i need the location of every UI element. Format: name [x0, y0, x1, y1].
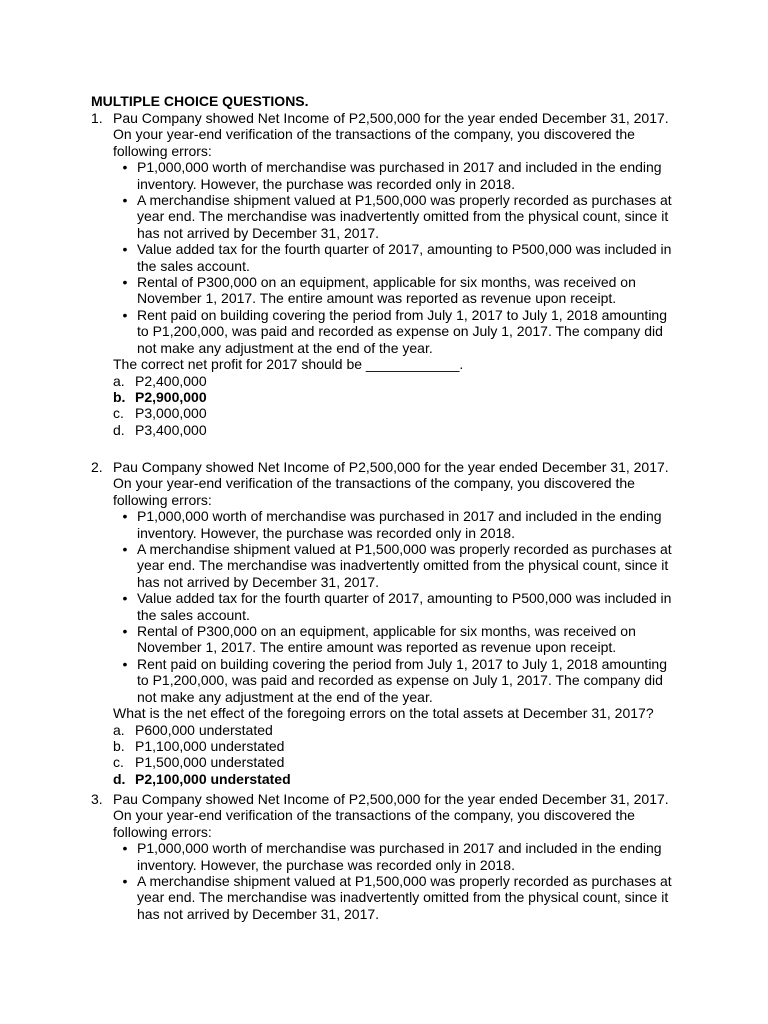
question-3	[91, 791, 691, 922]
question-stem: Pau Company showed Net Income of P2,500,000 for the year ended December 31, 2017. On your year-end verification of the transactions of the company, you discovered the following errors:	[113, 791, 669, 840]
error-item: • Rent paid on building covering the period from July 1, 2017 to July 1, 2018 amounting to P1,200,000, was paid and recorded as expense on July 1, 2017. The company did not make any adjustment at the end of the year.	[113, 656, 673, 705]
bullet-icon: •	[122, 508, 128, 525]
error-item: • A merchandise shipment valued at P1,500,000 was properly recorded as purchases at year end. The merchandise was inadvertently omitted from the physical count, since it has not arrived by December 31, 2017.	[113, 541, 673, 590]
bullet-icon: •	[122, 655, 128, 672]
error-list	[113, 508, 673, 705]
question-1	[91, 110, 691, 438]
error-item: • Rental of P300,000 on an equipment, applicable for six months, was received on November 1, 2017. The entire amount was reported as revenue upon receipt.	[113, 274, 673, 307]
error-item: • P1,000,000 worth of merchandise was purchased in 2017 and included in the ending inventory. However, the purchase was recorded only in 2018.	[113, 840, 673, 873]
error-list	[113, 159, 673, 356]
error-list	[113, 840, 673, 922]
error-item: • Value added tax for the fourth quarter of 2017, amounting to P500,000 was included in the sales account.	[113, 241, 673, 274]
option-list	[113, 373, 673, 439]
page-heading: MULTIPLE CHOICE QUESTIONS.	[91, 93, 309, 109]
bullet-icon: •	[122, 159, 128, 176]
error-item: • A merchandise shipment valued at P1,500,000 was properly recorded as purchases at year end. The merchandise was inadvertently omitted from the physical count, since it has not arrived by December 31, 2017.	[113, 873, 673, 922]
error-item: • Value added tax for the fourth quarter of 2017, amounting to P500,000 was included in the sales account.	[113, 590, 673, 623]
option-c: c. P1,500,000 understated	[113, 754, 285, 771]
option-d: d. P3,400,000	[113, 421, 207, 438]
question-number: 1.	[91, 110, 103, 126]
bullet-icon: •	[122, 306, 128, 323]
bullet-icon: •	[122, 541, 128, 558]
error-item: • Rental of P300,000 on an equipment, applicable for six months, was received on November 1, 2017. The entire amount was reported as revenue upon receipt.	[113, 623, 673, 656]
error-item: • A merchandise shipment valued at P1,500,000 was properly recorded as purchases at year end. The merchandise was inadvertently omitted from the physical count, since it has not arrived by December 31, 2017.	[113, 192, 673, 241]
option-a: a. P600,000 understated	[113, 721, 273, 738]
bullet-icon: •	[122, 623, 128, 640]
option-list	[113, 722, 673, 788]
question-number: 2.	[91, 459, 103, 475]
question-2	[91, 459, 691, 787]
option-b: b. P1,100,000 understated	[113, 737, 285, 754]
error-item: • Rent paid on building covering the period from July 1, 2017 to July 1, 2018 amounting to P1,200,000, was paid and recorded as expense on July 1, 2017. The company did not make any adjustment at the end of the year.	[113, 307, 673, 356]
question-stem: Pau Company showed Net Income of P2,500,000 for the year ended December 31, 2017. On your year-end verification of the transactions of the company, you discovered the following errors:	[113, 459, 669, 508]
bullet-icon: •	[122, 241, 128, 258]
question-number: 3.	[91, 791, 103, 807]
bullet-icon: •	[122, 274, 128, 291]
option-a: a. P2,400,000	[113, 372, 207, 389]
question-stem: Pau Company showed Net Income of P2,500,000 for the year ended December 31, 2017. On your year-end verification of the transactions of the company, you discovered the following errors:	[113, 110, 669, 159]
question-prompt: The correct net profit for 2017 should be ____________.	[113, 356, 464, 373]
bullet-icon: •	[122, 873, 128, 890]
error-item: • P1,000,000 worth of merchandise was purchased in 2017 and included in the ending inventory. However, the purchase was recorded only in 2018.	[113, 508, 673, 541]
bullet-icon: •	[122, 840, 128, 857]
bullet-icon: •	[122, 590, 128, 607]
option-c: c. P3,000,000	[113, 405, 207, 422]
bullet-icon: •	[122, 192, 128, 209]
question-prompt: What is the net effect of the foregoing errors on the total assets at December 31, 2017?	[113, 705, 654, 722]
option-b-answer: b. P2,900,000	[113, 388, 207, 405]
option-d-answer: d. P2,100,000 understated	[113, 770, 291, 787]
error-item: • P1,000,000 worth of merchandise was purchased in 2017 and included in the ending inventory. However, the purchase was recorded only in 2018.	[113, 159, 673, 192]
